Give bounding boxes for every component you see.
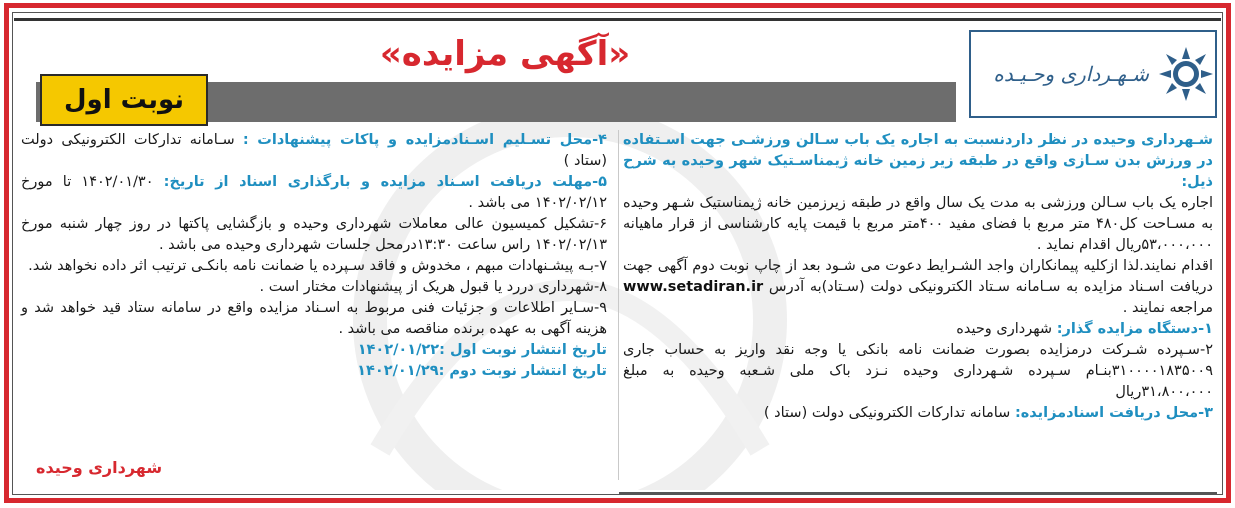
item-8: ۸-شهرداری دررد یا قبول هریک از پیشنهادات مختار است . [259, 279, 607, 295]
setad-url: www.setadiran.ir [623, 279, 764, 295]
top-rule [14, 18, 1221, 21]
item-5 [21, 172, 607, 214]
intro-body-2-tail: مراجعه نمایند . [1122, 300, 1213, 316]
municipality-logo [969, 30, 1217, 118]
intro-body-2 [623, 256, 1213, 319]
item-3-label: ۳-محل دریافت اسنادمزایده: [1014, 405, 1213, 421]
item-5-label: ۵-مهلت دریافت اسـناد مزایده و بارگذاری اسناد از تاریخ: [163, 174, 607, 190]
item-3 [623, 403, 1213, 424]
item-1-label: ۱-دستگاه مزایده گذار: [1056, 321, 1213, 337]
item-4-text: سـامانه تدارکات الکترونیکی دولت (ستاد ) [21, 132, 607, 169]
item-6: ۶-تشکیل کمیسیون عالی معاملات شهرداری وحیده و بازگشایی پاکتها در روز چهار شنبه مورخ ۱۴۰۲/۰۲/۱۳ راس ساعت ۱۳:۳۰درمحل جلسات شهرداری وحیده می باشد . [21, 216, 607, 253]
round-badge-label: نوبت اول [63, 85, 185, 115]
item-2 [623, 340, 1213, 403]
publish-date-second: تاریخ انتشار نوبت دوم :۱۴۰۲/۰۱/۲۹ [357, 363, 607, 379]
left-column [21, 130, 607, 382]
next-ad-edge [619, 492, 1217, 508]
signature: شهرداری وحیده [36, 458, 163, 477]
item-1 [623, 319, 1213, 340]
item-5-text: ۱۴۰۲/۰۱/۳۰ تا مورخ ۱۴۰۲/۰۲/۱۲ می باشد . [21, 174, 607, 211]
item-9: ۹-سـایر اطلاعات و جزئیات فنی مربوط به اسـناد مزایده واقع در سامانه ستاد قید خواهد شد و هزینه آگهی به عهده برنده مناقصه می باشد . [21, 300, 607, 337]
intro-title: شـهرداری وحیده در نظر داردنسبت به اجاره یک باب سـالن ورزشـی جهت اسـتفاده در ورزش بدن سـازی واقع در طبقه زیر زمین خانه ژیمناسـتیک شهر وحیده به شرح ذیل: [623, 132, 1213, 190]
item-1-text: شهرداری وحیده [956, 321, 1053, 337]
item-7: ۷-بـه پیشـنهادات مبهم ، مخدوش و فاقد سـپرده یا ضمانت نامه بانکـی ترتیب اثر داده نخواهد شد. [28, 258, 607, 274]
publish-date-first: تاریخ انتشار نوبت اول :۱۴۰۲/۰۱/۲۲ [357, 342, 607, 358]
intro-body-2-text: اقدام نمایند.لذا ازکلیه پیمانکاران واجد الشـرایط دعوت می شـود بعد از چاپ نوبت دوم آگهی جهت دریافت اسـناد مزایده به سـامانه سـتاد الکترونیکی دولت (سـتاد)به آدرس [623, 258, 1213, 295]
column-divider [618, 130, 619, 480]
intro-body-1: اجاره یک باب سـالن ورزشی به مدت یک سال واقع در طبقه زیرزمین خانه ژیمناستیک شـهر وحیده به مسـاحت کل۴۸۰ متر مربع با فضای مفید ۴۰۰متر مربع با قیمت پایه کارشناسی از قرار ماهیانه ۵۳،۰۰۰،۰۰۰ریال اقدام نماید . [623, 195, 1213, 253]
round-badge [40, 74, 208, 126]
ad-headline: «آگهی مزایده» [379, 34, 631, 74]
item-4-label: ۴-محل تسـلیم اسـنادمزایده و پاکات پیشنهادات : [242, 132, 607, 148]
logo-text: شـهـرداری وحـیـده [993, 62, 1149, 86]
right-column [623, 130, 1213, 424]
item-2-text: ۲-سـپرده شـرکت درمزایده بصورت ضمانت نامه بانکی یا وجه نقد واریز به حساب جاری ۳۱۰۰۰۰۱۸۳۵۰۰۹بنـام سـپرده شـهرداری وحیده نـزد باک ملی شـعبه وحیده به مبلغ ۳۱،۸۰۰،۰۰۰ریال [623, 342, 1213, 400]
sunburst-logo-icon [1157, 45, 1215, 103]
item-3-text: سامانه تدارکات الکترونیکی دولت (ستاد ) [763, 405, 1011, 421]
item-4 [21, 130, 607, 172]
